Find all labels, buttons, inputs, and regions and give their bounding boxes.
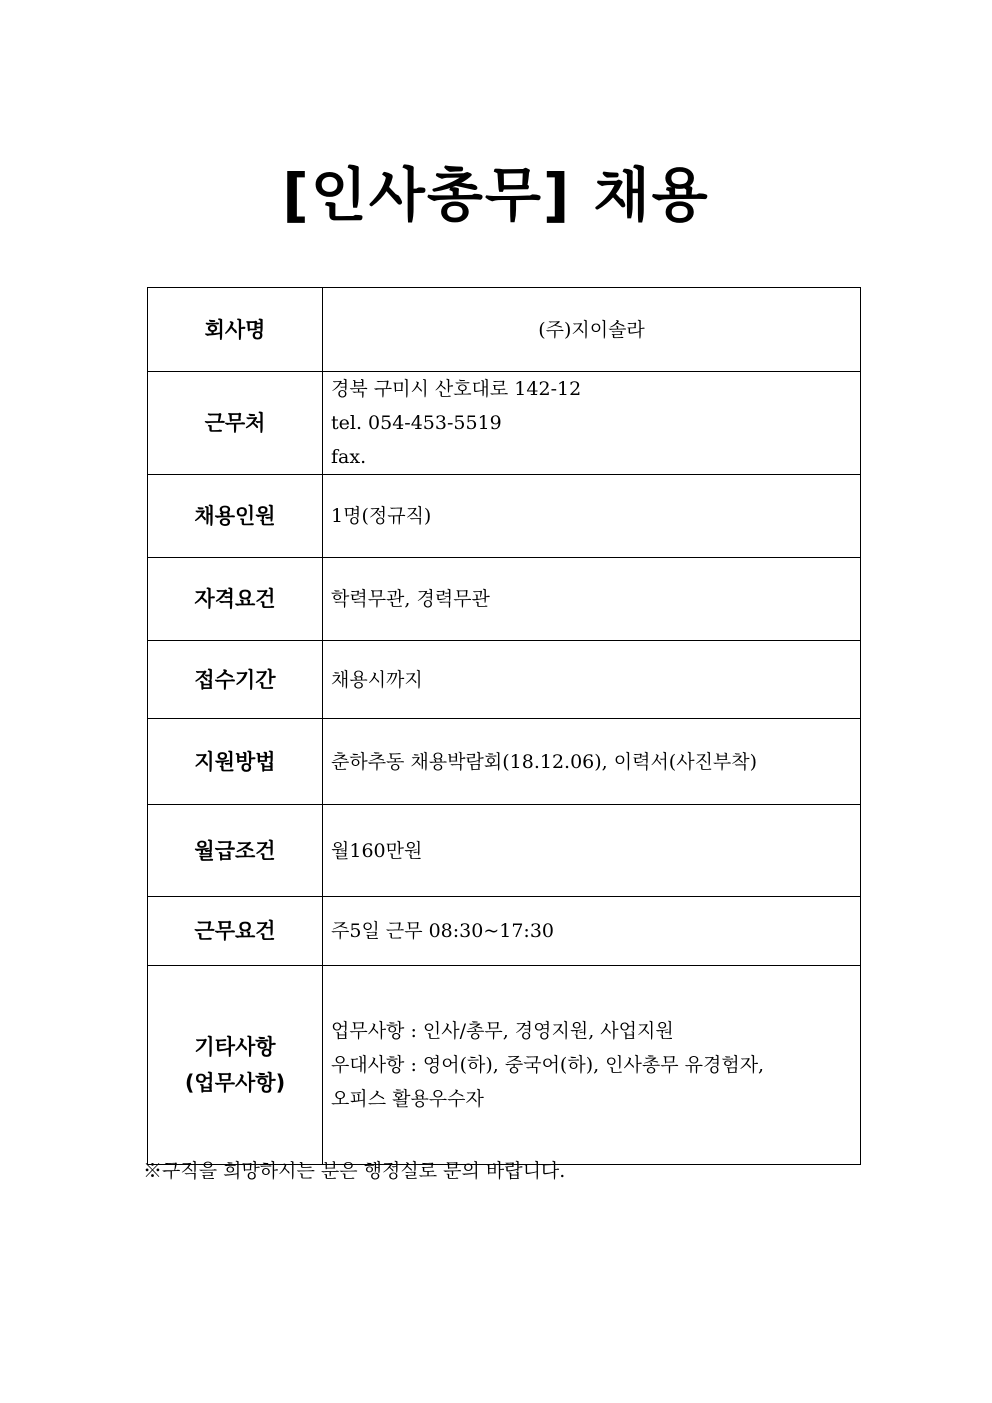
job-posting-table	[147, 287, 861, 1165]
table-row	[148, 805, 861, 897]
headcount-text: 1명(정규직)	[331, 505, 432, 527]
work-conditions-text: 주5일 근무 08:30~17:30	[331, 920, 555, 942]
other-details-label-line2: (업무사항)	[184, 1071, 286, 1095]
table-row	[148, 897, 861, 966]
table-row	[148, 288, 861, 372]
company-name-text: (주)지이솔라	[538, 318, 645, 341]
other-details-label-line1: 기타사항	[194, 1035, 276, 1059]
qualification-text: 학력무관, 경력무관	[331, 588, 490, 610]
salary-value	[323, 805, 861, 897]
headcount-label: 채용인원	[148, 475, 323, 558]
table-row	[148, 475, 861, 558]
application-period-label: 접수기간	[148, 641, 323, 719]
workplace-value	[323, 372, 861, 475]
workplace-address: 경북 구미시 산호대로 142-12	[331, 378, 582, 400]
preferences-text: 우대사항 : 영어(하), 중국어(하), 인사총무 유경험자,	[331, 1054, 765, 1076]
table-row	[148, 966, 861, 1165]
workplace-fax: fax.	[331, 446, 367, 468]
page-title: [인사총무] 채용	[282, 161, 710, 229]
application-method-label: 지원방법	[148, 719, 323, 805]
table-row	[148, 558, 861, 641]
other-details-label	[148, 966, 323, 1165]
company-name-label: 회사명	[148, 288, 323, 372]
workplace-label: 근무처	[148, 372, 323, 475]
application-period-value	[323, 641, 861, 719]
work-conditions-label: 근무요건	[148, 897, 323, 966]
headcount-value	[323, 475, 861, 558]
table-row	[148, 719, 861, 805]
other-details-value	[323, 966, 861, 1165]
qualification-value	[323, 558, 861, 641]
footnote: ※구직을 희망하시는 분은 행정실로 문의 바랍니다.	[143, 1160, 566, 1182]
qualification-label: 자격요건	[148, 558, 323, 641]
salary-text: 월160만원	[331, 839, 423, 862]
company-name-value	[323, 288, 861, 372]
table-row	[148, 641, 861, 719]
salary-label: 월급조건	[148, 805, 323, 897]
application-method-text: 춘하추동 채용박람회(18.12.06), 이력서(사진부착)	[331, 750, 758, 773]
table-row	[148, 372, 861, 475]
workplace-tel: tel. 054-453-5519	[331, 412, 502, 434]
work-conditions-value	[323, 897, 861, 966]
application-period-text: 채용시까지	[331, 668, 423, 691]
application-method-value	[323, 719, 861, 805]
duties-text: 업무사항 : 인사/총무, 경영지원, 사업지원	[331, 1020, 674, 1042]
preferences-text-cont: 오피스 활용우수자	[331, 1088, 484, 1110]
